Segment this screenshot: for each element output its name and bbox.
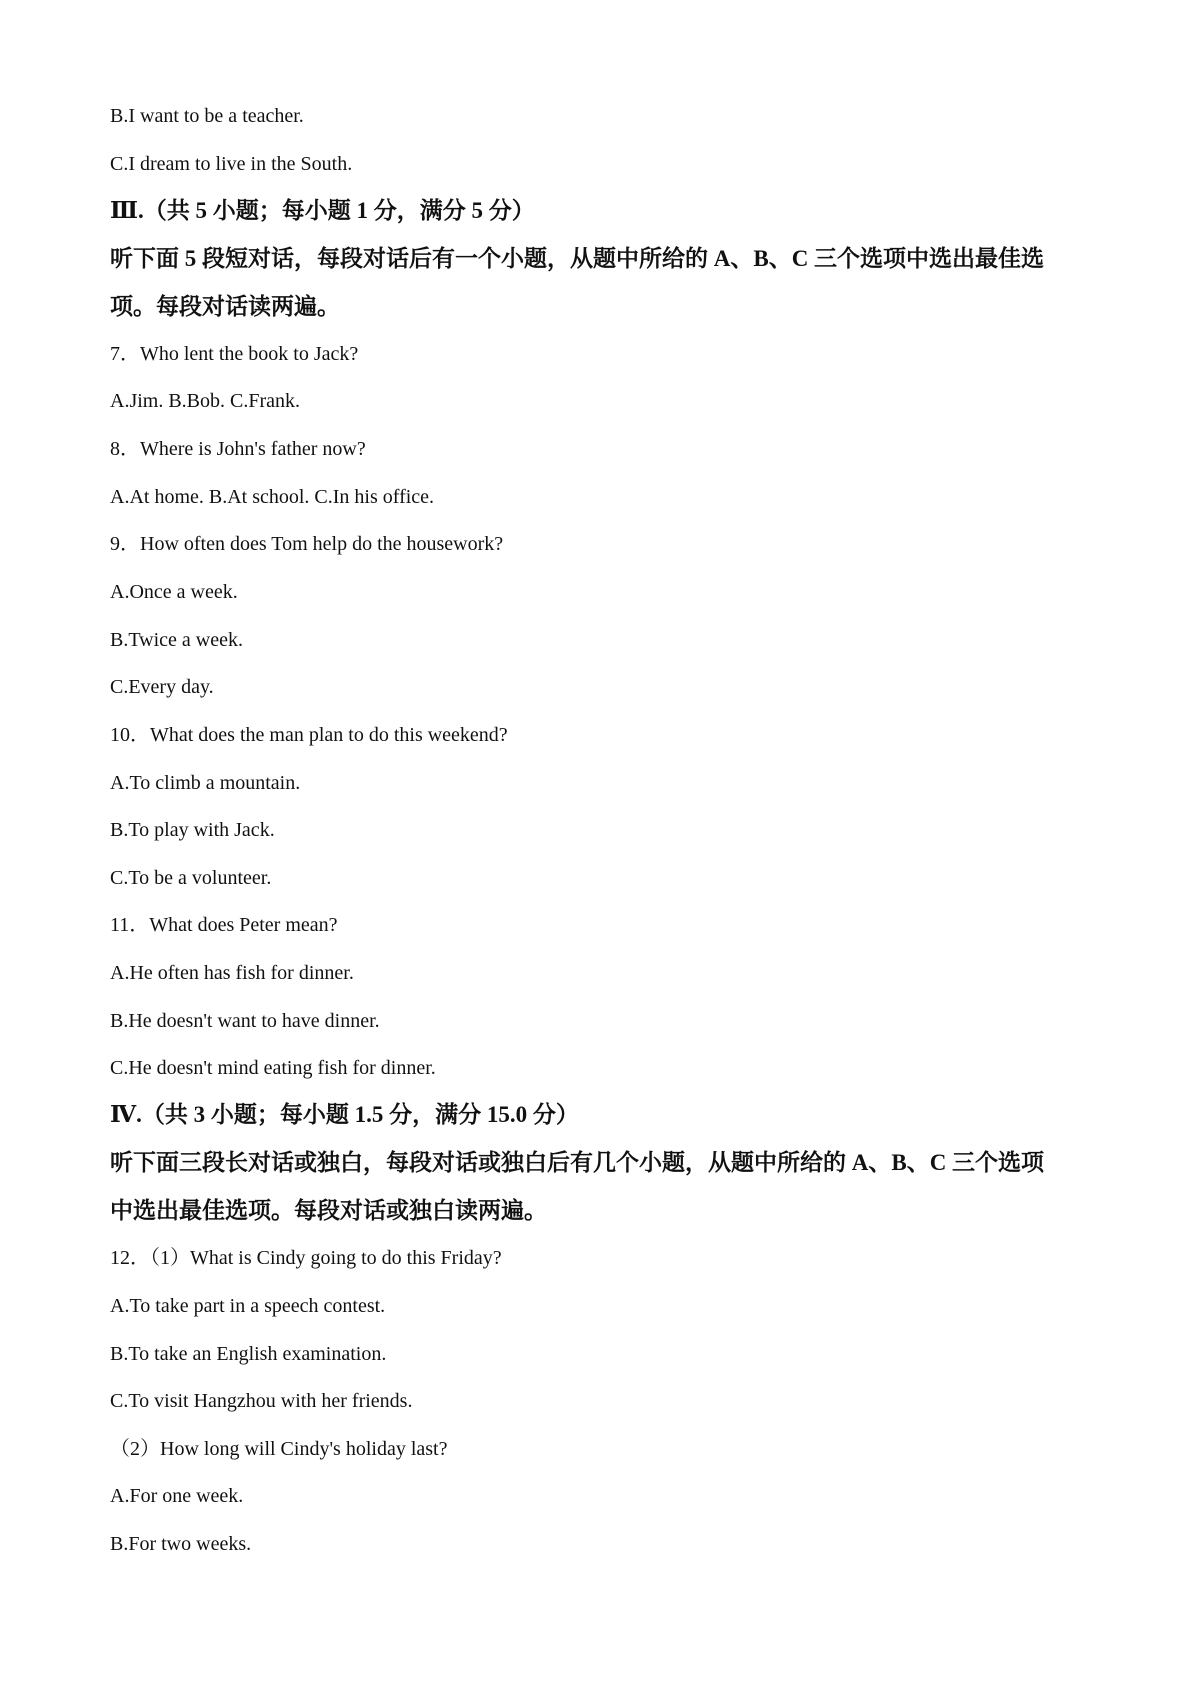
option-line: B.I want to be a teacher. bbox=[110, 105, 304, 127]
section-instructions: 中选出最佳选项。每段对话或独白读两遍。 bbox=[110, 1198, 547, 1223]
question-line: 11．What does Peter mean? bbox=[110, 914, 338, 936]
question-line: 10．What does the man plan to do this weekend? bbox=[110, 724, 508, 746]
question-line: 12．（1）What is Cindy going to do this Friday? bbox=[110, 1247, 502, 1269]
option-line: A.To take part in a speech contest. bbox=[110, 1295, 386, 1317]
question-line: 7．Who lent the book to Jack? bbox=[110, 343, 359, 365]
question-line: 9．How often does Tom help do the housework? bbox=[110, 533, 504, 555]
option-line: C.I dream to live in the South. bbox=[110, 153, 353, 175]
option-line: B.Twice a week. bbox=[110, 629, 243, 651]
option-line: C.Every day. bbox=[110, 676, 214, 698]
question-line: （2）How long will Cindy's holiday last? bbox=[110, 1438, 448, 1460]
option-line: A.Once a week. bbox=[110, 581, 238, 603]
option-line: A.Jim. B.Bob. C.Frank. bbox=[110, 390, 301, 412]
option-line: B.For two weeks. bbox=[110, 1533, 252, 1555]
section-heading: Ⅲ.（共 5 小题；每小题 1 分，满分 5 分） bbox=[110, 198, 535, 223]
section-instructions: 听下面三段长对话或独白，每段对话或独白后有几个小题，从题中所给的 A、B、C 三个选项 bbox=[110, 1150, 1045, 1175]
option-line: A.To climb a mountain. bbox=[110, 772, 301, 794]
option-line: C.To visit Hangzhou with her friends. bbox=[110, 1390, 413, 1412]
section-instructions: 听下面 5 段短对话，每段对话后有一个小题，从题中所给的 A、B、C 三个选项中选出最佳选 bbox=[110, 246, 1045, 271]
option-line: C.He doesn't mind eating fish for dinner. bbox=[110, 1057, 436, 1079]
option-line: B.He doesn't want to have dinner. bbox=[110, 1010, 380, 1032]
option-line: B.To take an English examination. bbox=[110, 1343, 387, 1365]
question-line: 8．Where is John's father now? bbox=[110, 438, 366, 460]
section-instructions: 项。每段对话读两遍。 bbox=[110, 294, 340, 319]
option-line: A.For one week. bbox=[110, 1485, 244, 1507]
option-line: A.At home. B.At school. C.In his office. bbox=[110, 486, 435, 508]
option-line: A.He often has fish for dinner. bbox=[110, 962, 354, 984]
option-line: B.To play with Jack. bbox=[110, 819, 275, 841]
option-line: C.To be a volunteer. bbox=[110, 867, 272, 889]
section-heading: Ⅳ.（共 3 小题；每小题 1.5 分，满分 15.0 分） bbox=[110, 1102, 579, 1127]
